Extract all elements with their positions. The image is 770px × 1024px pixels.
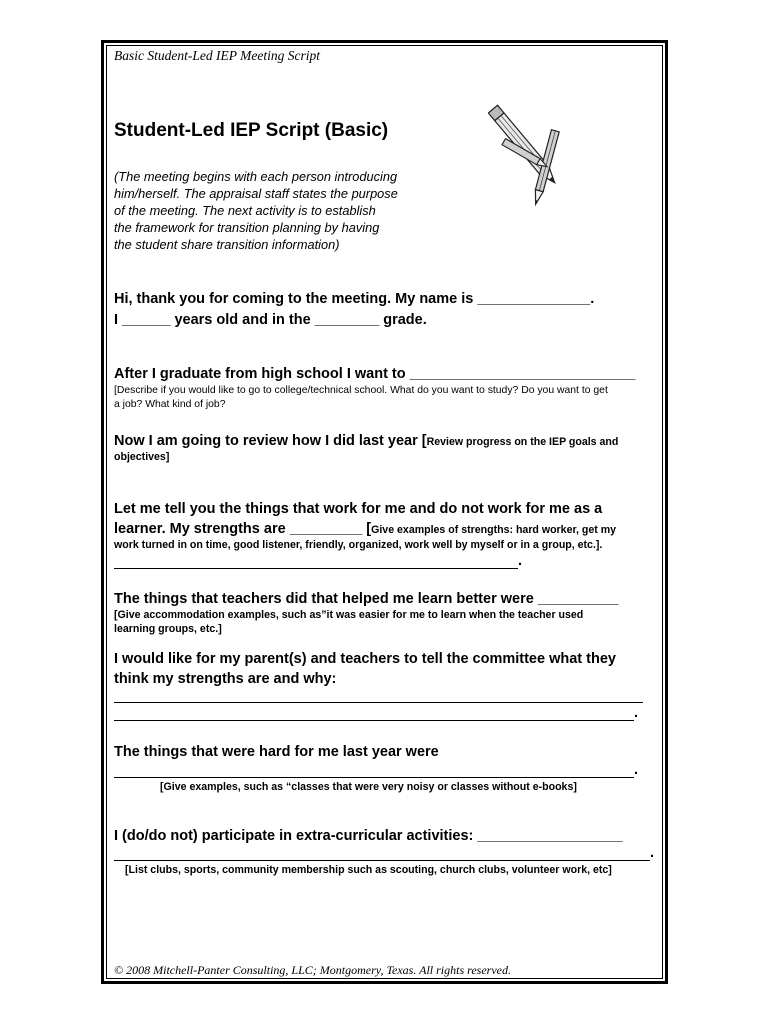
greeting-line-2: I ______ years old and in the ________ grade. <box>114 312 427 328</box>
greeting-line-1: Hi, thank you for coming to the meeting. My name is ______________. <box>114 291 595 307</box>
hard-note: [Give examples, such as “classes that were very noisy or classes without e-books] <box>160 781 577 793</box>
page-header: Basic Student-Led IEP Meeting Script <box>114 48 320 63</box>
graduate-note-line-2: a job? What kind of job? <box>114 399 226 410</box>
teachers-note-line-1: [Give accommodation examples, such as”it was easier for me to learn when the teacher used <box>114 609 584 621</box>
review-note-end: objectives] <box>114 451 170 463</box>
hard-blank-line <box>114 777 634 778</box>
parents-line-1: I would like for my parent(s) and teachers to tell the committee what they <box>114 651 616 667</box>
graduate-note-line-1: [Describe if you would like to go to college/technical school. What do you want to study? Do you want to get <box>114 385 608 396</box>
intro-line: the student share transition information) <box>114 237 340 252</box>
review-note: Review progress on the IEP goals and <box>426 436 619 448</box>
strengths-prompt: learner. My strengths are _________ [ <box>114 521 372 537</box>
strengths-line-end: . <box>518 553 523 569</box>
hard-line-end: . <box>634 762 639 778</box>
strengths-line-3: work turned in on time, good listener, friendly, organized, work well by myself or in a group, etc.]. <box>114 539 603 551</box>
intro-line: of the meeting. The next activity is to establish <box>114 203 376 218</box>
intro-paragraph <box>114 168 434 253</box>
review-prompt: Now I am going to review how I did last year [ <box>114 433 427 449</box>
extracurricular-prompt: I (do/do not) participate in extra-curricular activities: __________________ <box>114 828 623 844</box>
page-title: Student-Led IEP Script (Basic) <box>114 120 389 141</box>
intro-line: him/herself. The appraisal staff states the purpose <box>114 186 398 201</box>
copyright-footer: © 2008 Mitchell-Panter Consulting, LLC; Montgomery, Texas. All rights reserved. <box>114 963 511 977</box>
strengths-blank-line <box>114 568 518 569</box>
extracurricular-note: [List clubs, sports, community membership such as scouting, church clubs, volunteer work, etc] <box>125 864 612 876</box>
strengths-line-2 <box>114 520 616 538</box>
intro-line: (The meeting begins with each person introducing <box>114 169 398 184</box>
strengths-note: Give examples of strengths: hard worker, get my <box>371 524 617 536</box>
parents-blank-line-1 <box>114 702 643 703</box>
parents-line-end: . <box>634 705 639 721</box>
parents-line-2: think my strengths are and why: <box>114 671 337 687</box>
review-line <box>114 432 618 450</box>
intro-line: the framework for transition planning by having <box>114 220 380 235</box>
extracurricular-blank-line <box>114 860 650 861</box>
teachers-note-line-2: learning groups, etc.] <box>114 623 222 635</box>
graduate-prompt: After I graduate from high school I want to ____________________________ <box>114 366 636 382</box>
strengths-line-1: Let me tell you the things that work for me and do not work for me as a <box>114 501 603 517</box>
parents-blank-line-2 <box>114 720 634 721</box>
teachers-prompt: The things that teachers did that helped me learn better were __________ <box>114 591 619 607</box>
pencil-icon <box>488 102 586 212</box>
hard-prompt: The things that were hard for me last year were <box>114 744 439 760</box>
extracurricular-line-end: . <box>650 845 655 861</box>
